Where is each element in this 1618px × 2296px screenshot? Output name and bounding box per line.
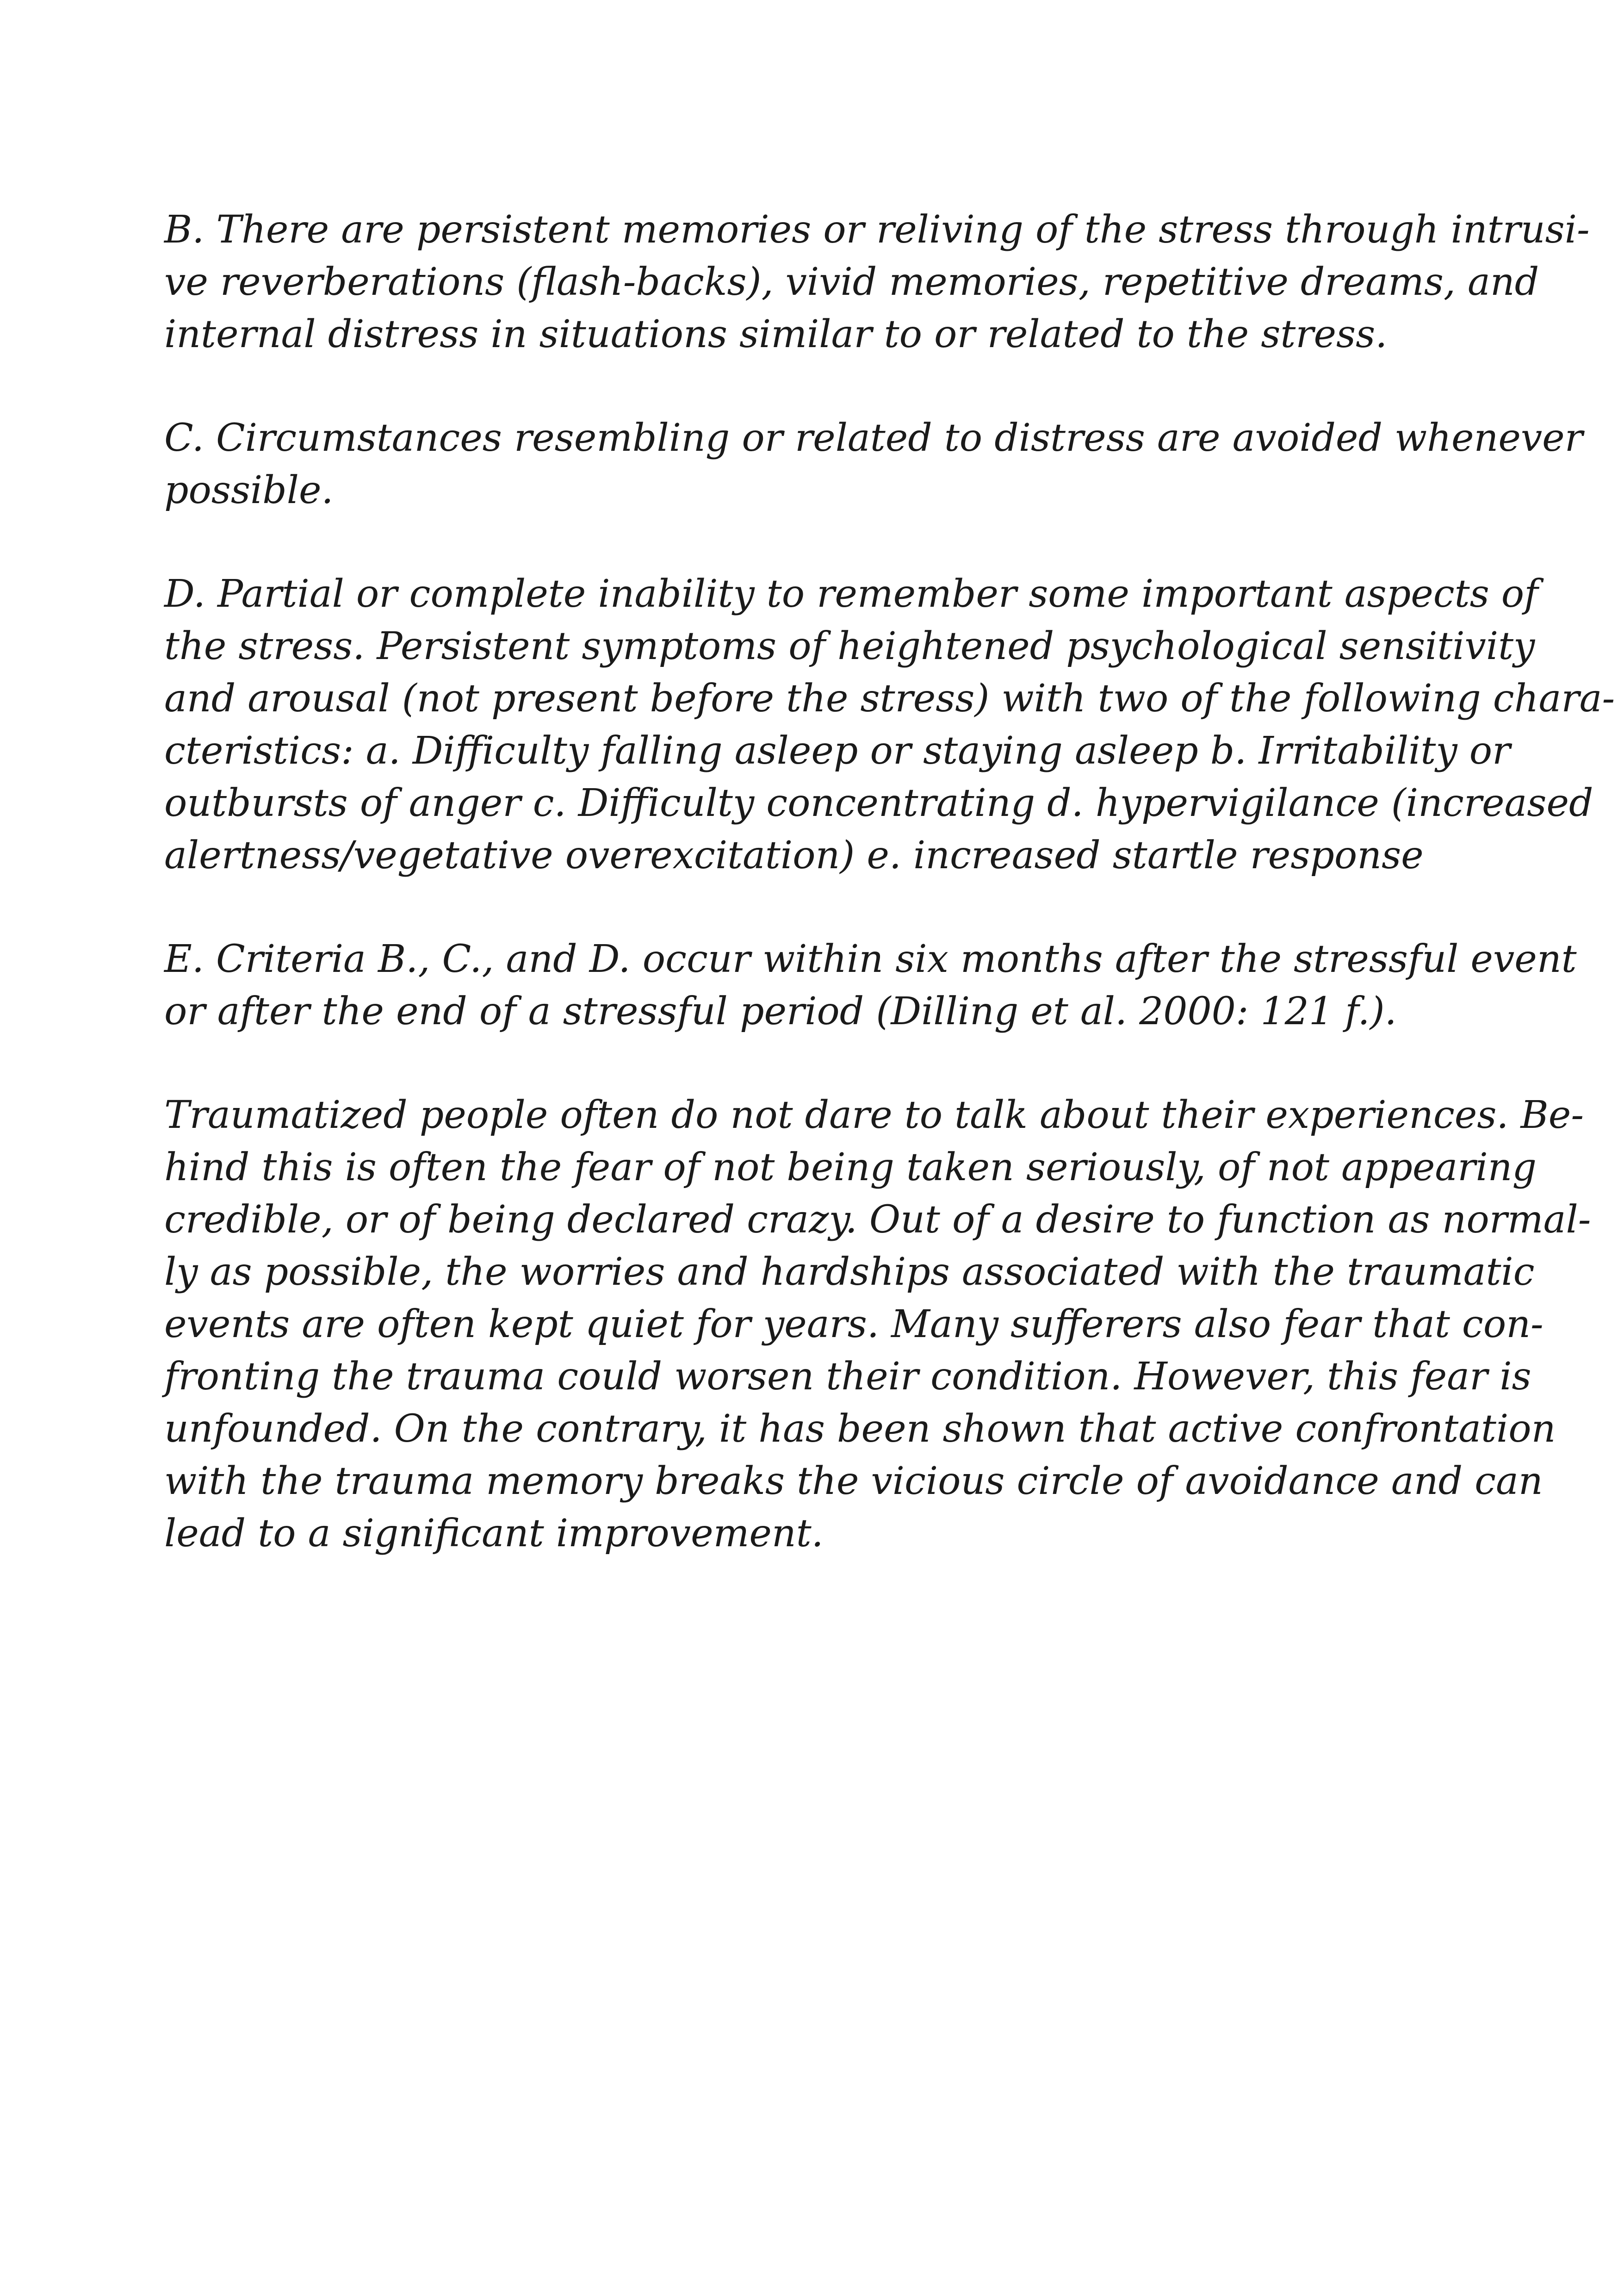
text-line: outbursts of anger c. Difficulty concentrating d. hypervigilance (increased bbox=[164, 781, 1593, 825]
text-line: possible. bbox=[164, 468, 334, 512]
text-line: D. Partial or complete inability to remember some important aspects of bbox=[164, 572, 1538, 616]
text-line: or after the end of a stressful period (Dilling et al. 2000: 121 f.). bbox=[164, 989, 1397, 1033]
text-line: cteristics: a. Difficulty falling asleep or staying asleep b. Irritability or bbox=[164, 729, 1511, 773]
text-line: with the trauma memory breaks the vicious circle of avoidance and can bbox=[164, 1459, 1543, 1503]
text-line: internal distress in situations similar to or related to the stress. bbox=[164, 312, 1388, 356]
text-line: lead to a significant improvement. bbox=[164, 1512, 824, 1556]
body-text bbox=[164, 204, 1615, 1611]
text-line: E. Criteria B., C., and D. occur within six months after the stressful event bbox=[164, 937, 1577, 981]
text-line: B. There are persistent memories or reliving of the stress through intrusi- bbox=[164, 208, 1590, 252]
text-line: alertness/vegetative overexcitation) e. increased startle response bbox=[164, 834, 1424, 877]
text-line: fronting the trauma could worsen their condition. However, this fear is bbox=[164, 1355, 1531, 1399]
paragraph-criterion-c bbox=[164, 412, 1583, 516]
text-line: credible, or of being declared crazy. Out of a desire to function as normal- bbox=[164, 1198, 1591, 1242]
text-line: events are often kept quiet for years. Many sufferers also fear that con- bbox=[164, 1302, 1544, 1346]
paragraph-criterion-b bbox=[164, 204, 1590, 361]
text-line: ly as possible, the worries and hardships associated with the traumatic bbox=[164, 1250, 1535, 1294]
paragraph-criterion-d bbox=[164, 568, 1615, 882]
text-line: unfounded. On the contrary, it has been shown that active confrontation bbox=[164, 1407, 1556, 1451]
text-line: and arousal (not present before the stress) with two of the following chara- bbox=[164, 677, 1615, 721]
paragraph-traumatized-people bbox=[164, 1089, 1591, 1560]
paragraph-criterion-e bbox=[164, 933, 1577, 1038]
text-line: hind this is often the fear of not being taken seriously, of not appearing bbox=[164, 1145, 1537, 1189]
text-line: the stress. Persistent symptoms of heightened psychological sensitivity bbox=[164, 624, 1535, 668]
text-line: ve reverberations (flash-backs), vivid memories, repetitive dreams, and bbox=[164, 260, 1539, 304]
text-line: Traumatized people often do not dare to talk about their experiences. Be- bbox=[164, 1093, 1584, 1137]
text-line: C. Circumstances resembling or related to distress are avoided whenever bbox=[164, 416, 1583, 460]
